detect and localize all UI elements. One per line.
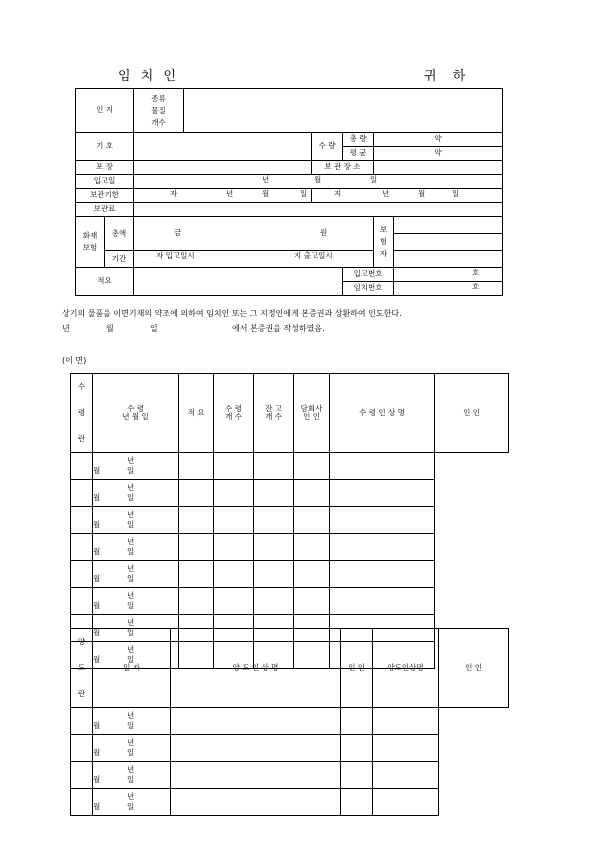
weight-value[interactable]: 약 <box>374 147 503 161</box>
row-date-month: 월 <box>93 774 101 784</box>
row-date-cell[interactable] <box>71 762 135 789</box>
row-date-day: 일 <box>127 801 135 811</box>
balance-count-cell[interactable] <box>214 534 254 561</box>
transferee-name-cell[interactable] <box>341 789 373 816</box>
receiver-seal-cell[interactable] <box>330 453 435 480</box>
balance-count-cell[interactable] <box>214 480 254 507</box>
company-seal-cell[interactable] <box>254 480 294 507</box>
transferee-name-cell[interactable] <box>341 735 373 762</box>
row-date-month: 월 <box>93 600 101 610</box>
row-date-day: 일 <box>127 546 135 556</box>
receipt-count-cell[interactable] <box>179 588 214 615</box>
row-date-day: 일 <box>127 720 135 730</box>
row-date-year: 년 <box>127 764 135 774</box>
row-date-month: 월 <box>93 720 101 730</box>
transferee-seal-cell[interactable] <box>373 789 439 816</box>
row-date-day: 일 <box>127 465 135 475</box>
row-date-day: 일 <box>127 573 135 583</box>
amount-label: 총액 <box>105 217 134 251</box>
row-date-day: 일 <box>127 600 135 610</box>
row-date-month: 월 <box>93 465 101 475</box>
company-seal-cell[interactable] <box>254 534 294 561</box>
seal-fields <box>134 89 184 133</box>
row-date-day: 일 <box>127 774 135 784</box>
fee-value[interactable] <box>134 203 503 217</box>
duration-value[interactable]: 자 입고일시 지 출고일시 <box>134 251 374 268</box>
receiver-name-cell[interactable] <box>294 480 330 507</box>
row-date-day: 일 <box>127 519 135 529</box>
row-date-year: 년 <box>127 536 135 546</box>
receipt-count-header: 수 령 개 수 <box>214 374 254 453</box>
row-date-year: 년 <box>127 563 135 573</box>
receipt-header-row <box>71 374 509 453</box>
receipt-row <box>71 534 509 561</box>
row-date-month: 월 <box>93 627 101 637</box>
mark-label: 기 호 <box>76 133 134 161</box>
transferee-name-header: 양도인상명 <box>373 629 439 708</box>
transfer-row <box>71 762 509 789</box>
row-date-month: 월 <box>93 573 101 583</box>
transferee-seal-cell[interactable] <box>373 762 439 789</box>
receiver-seal-cell[interactable] <box>330 480 435 507</box>
transferor-seal-cell[interactable] <box>171 762 341 789</box>
in-date-value[interactable] <box>134 175 503 189</box>
insurer-label: 보 험 자 <box>374 217 394 268</box>
period-from[interactable]: 자 년 월 일 <box>134 189 312 203</box>
row-date-month: 월 <box>93 654 101 664</box>
balance-count-cell[interactable] <box>214 453 254 480</box>
statement-line-1: 상기의 물품을 이면기재의 약조에 의하여 임치인 또는 그 지정인에게 본증권과 상환하여 인도한다. <box>62 309 402 318</box>
company-seal-cell[interactable] <box>254 453 294 480</box>
receipt-count-cell[interactable] <box>179 480 214 507</box>
row-date-year: 년 <box>127 509 135 519</box>
transfer-date-header: 일 자 <box>93 629 171 708</box>
row-date-month: 월 <box>93 747 101 757</box>
in-no-value[interactable]: 호 <box>394 268 503 282</box>
row-date-cell[interactable] <box>71 453 135 480</box>
receiver-name-cell[interactable] <box>294 588 330 615</box>
row-date-year: 년 <box>127 590 135 600</box>
transferee-seal-cell[interactable] <box>373 735 439 762</box>
deposit-no-value[interactable]: 호 <box>394 282 503 296</box>
company-seal-cell[interactable] <box>254 561 294 588</box>
receipt-row <box>71 588 509 615</box>
receipt-date-header: 수 령 년 월 일 <box>93 374 179 453</box>
balance-count-header: 잔 고 개 수 <box>254 374 294 453</box>
transfer-header-row <box>71 629 509 708</box>
row-date-year: 년 <box>127 791 135 801</box>
in-date-year: 년 <box>262 174 270 184</box>
row-date-year: 년 <box>127 455 135 465</box>
receipt-count-cell[interactable] <box>179 453 214 480</box>
row-date-month: 월 <box>93 492 101 502</box>
statement-line-2: 년 월 일 에서 본증권을 작성하였음. <box>62 324 325 333</box>
remarks-label: 적요 <box>76 268 134 296</box>
storage-place-label: 보 관 장 소 <box>312 161 374 175</box>
company-seal-cell[interactable] <box>254 507 294 534</box>
honorific-title: 귀 하 <box>424 69 472 84</box>
row-date-day: 일 <box>127 492 135 502</box>
certificate-front-table <box>75 88 503 296</box>
row-date-cell[interactable] <box>71 507 135 534</box>
total-label: 총 량 <box>343 133 374 147</box>
row-date-day: 일 <box>127 627 135 637</box>
row-date-cell[interactable] <box>71 789 135 816</box>
receiver-seal-cell[interactable] <box>330 561 435 588</box>
receiver-seal-cell[interactable] <box>330 534 435 561</box>
row-date-cell[interactable] <box>71 735 135 762</box>
weight-label: 평 균 <box>343 147 374 161</box>
row-date-cell[interactable] <box>71 708 135 735</box>
receipt-count-cell[interactable] <box>179 507 214 534</box>
transfer-row <box>71 789 509 816</box>
row-date-month: 월 <box>93 546 101 556</box>
quantity-label: 수 량 <box>312 133 343 161</box>
receiver-seal-cell[interactable] <box>330 588 435 615</box>
transferee-name-cell[interactable] <box>341 708 373 735</box>
receipt-remarks-cell[interactable] <box>93 588 179 615</box>
receipt-count-cell[interactable] <box>179 534 214 561</box>
row-date-month: 월 <box>93 519 101 529</box>
receipt-remarks-cell[interactable] <box>93 480 179 507</box>
insurer-value[interactable] <box>394 217 503 268</box>
balance-count-cell[interactable] <box>214 561 254 588</box>
company-seal-cell[interactable] <box>254 588 294 615</box>
receiver-seal-cell[interactable] <box>330 507 435 534</box>
transferor-seal-cell[interactable] <box>171 708 341 735</box>
deposit-no-label: 임치번호 <box>343 282 394 296</box>
receipt-remarks-cell[interactable] <box>93 534 179 561</box>
mark-value[interactable] <box>134 133 312 161</box>
receipt-remarks-cell[interactable] <box>93 561 179 588</box>
row-date-year: 년 <box>127 710 135 720</box>
receipt-remarks-header: 적 요 <box>179 374 214 453</box>
back-side-label: (이 면) <box>62 356 87 365</box>
row-date-cell[interactable] <box>71 534 135 561</box>
transfer-side-label: 양 도 란 <box>71 629 93 708</box>
receipt-row <box>71 453 509 480</box>
period-label: 보관기한 <box>76 189 134 203</box>
seal-field-kind: 종류 <box>151 93 166 103</box>
amount-value[interactable]: 금 원 <box>134 217 374 251</box>
row-date-year: 년 <box>127 644 135 654</box>
seal-area[interactable] <box>184 89 503 133</box>
receiver-name-header: 수 령 인 상 명 <box>330 374 435 453</box>
transfer-row <box>71 708 509 735</box>
row-date-cell[interactable] <box>71 480 135 507</box>
packing-value[interactable] <box>134 161 312 175</box>
receiver-name-cell[interactable] <box>294 453 330 480</box>
transferee-seal-cell[interactable] <box>373 708 439 735</box>
packing-label: 포 장 <box>76 161 134 175</box>
receipt-count-cell[interactable] <box>179 561 214 588</box>
receiver-name-cell[interactable] <box>294 507 330 534</box>
transferor-seal-cell[interactable] <box>171 789 341 816</box>
receipt-side-label: 수 령 란 <box>71 374 93 453</box>
transferor-seal-cell[interactable] <box>171 735 341 762</box>
receipt-row <box>71 480 509 507</box>
row-date-day: 일 <box>127 747 135 757</box>
receipt-remarks-cell[interactable] <box>93 507 179 534</box>
seal-field-count: 개수 <box>151 117 166 127</box>
depositor-title: 임 치 인 <box>118 69 179 84</box>
row-date-cell[interactable] <box>71 588 135 615</box>
remarks-value[interactable] <box>134 268 343 296</box>
row-date-day: 일 <box>127 654 135 664</box>
duration-label: 기간 <box>105 251 134 268</box>
row-date-year: 년 <box>127 737 135 747</box>
transferee-seal-header: 인 인 <box>439 629 509 708</box>
receipt-table <box>70 373 509 669</box>
in-date-label: 입고일 <box>76 175 134 189</box>
row-date-year: 년 <box>127 617 135 627</box>
receiver-name-cell[interactable] <box>294 561 330 588</box>
fire-insurance-label: 화재 보험 <box>76 217 105 268</box>
in-date-month: 월 <box>314 174 322 184</box>
total-value[interactable]: 약 <box>374 133 503 147</box>
period-to[interactable]: 지 년 월 일 <box>312 189 503 203</box>
company-seal-header: 담회사 인 인 <box>294 374 330 453</box>
seal-field-material: 물질 <box>151 105 166 115</box>
transferor-name-header: 양 도 인 상 명 <box>171 629 341 708</box>
receiver-seal-header: 인 인 <box>435 374 509 453</box>
receiver-name-cell[interactable] <box>294 534 330 561</box>
row-date-month: 월 <box>93 801 101 811</box>
in-no-label: 입고번호 <box>343 268 394 282</box>
balance-count-cell[interactable] <box>214 588 254 615</box>
balance-count-cell[interactable] <box>214 507 254 534</box>
receipt-row <box>71 561 509 588</box>
in-date-day: 일 <box>370 174 378 184</box>
transferee-name-cell[interactable] <box>341 762 373 789</box>
transfer-table <box>70 628 509 816</box>
row-date-year: 년 <box>127 482 135 492</box>
fee-label: 보관료 <box>76 203 134 217</box>
transfer-row <box>71 735 509 762</box>
row-date-cell[interactable] <box>71 561 135 588</box>
receipt-remarks-cell[interactable] <box>93 453 179 480</box>
seal-label: 인 지 <box>76 89 134 133</box>
storage-place-value[interactable] <box>374 161 503 175</box>
transferor-seal-header: 인 인 <box>341 629 373 708</box>
receipt-row <box>71 507 509 534</box>
